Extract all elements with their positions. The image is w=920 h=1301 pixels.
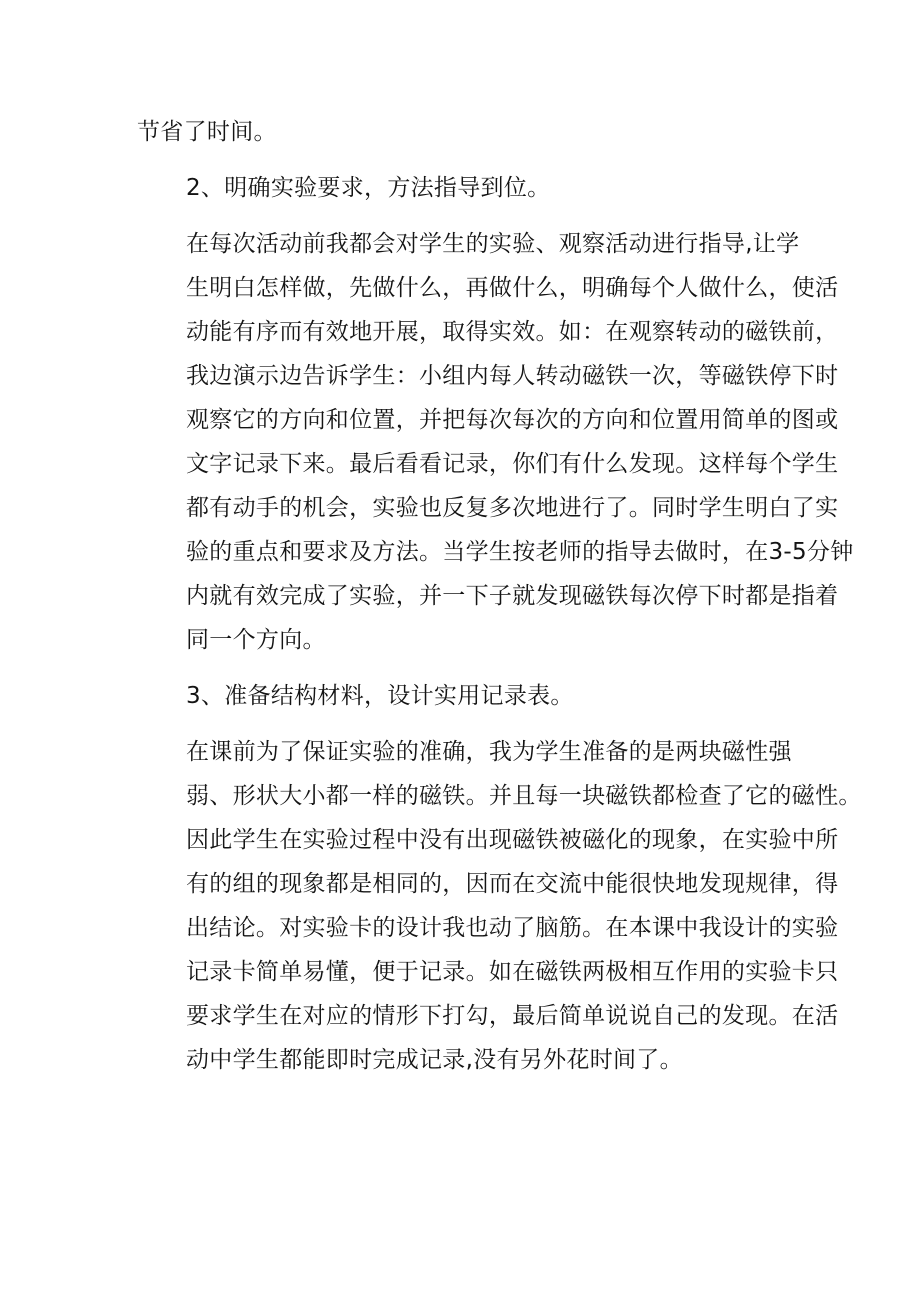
section-heading-2 [137,166,797,210]
text-line: 出结论。对实验卡的设计我也动了脑筋。在本课中我设计的实验 [186,915,839,941]
heading-text: 3、准备结构材料，设计实用记录表。 [186,683,574,709]
paragraph-continuation [137,110,797,154]
text-line: 同一个方向。 [186,627,326,653]
text-line: 都有动手的机会，实验也反复多次地进行了。同时学生明白了实 [186,495,839,521]
text-line: 文字记录下来。最后看看记录，你们有什么发现。这样每个学生 [186,451,839,477]
text-line: 弱、形状大小都一样的磁铁。并且每一块磁铁都检查了它的磁性。 [186,783,862,809]
text-line: 观察它的方向和位置，并把每次每次的方向和位置用简单的图或 [186,407,839,433]
text-line: 记录卡简单易懂，便于记录。如在磁铁两极相互作用的实验卡只 [186,959,839,985]
text-line: 我边演示边告诉学生：小组内每人转动磁铁一次，等磁铁停下时 [186,363,839,389]
paragraph-guidance [137,222,854,662]
text-line: 验的重点和要求及方法。当学生按老师的指导去做时，在3-5分钟 [186,539,854,565]
text-line: 要求学生在对应的情形下打勾，最后简单说说自己的发现。在活 [186,1003,839,1029]
text-line: 在每次活动前我都会对学生的实验、观察活动进行指导,让学 [186,231,800,257]
paragraph-materials [137,730,862,1082]
text-line: 因此学生在实验过程中没有出现磁铁被磁化的现象，在实验中所 [186,827,839,853]
section-heading-3 [137,674,797,718]
text-line: 生明白怎样做，先做什么，再做什么，明确每个人做什么，使活 [186,275,839,301]
text-line: 动能有序而有效地开展，取得实效。如：在观察转动的磁铁前， [186,319,839,345]
text-line: 节省了时间。 [137,119,277,145]
document-body [137,110,862,1094]
heading-text: 2、明确实验要求，方法指导到位。 [186,175,551,201]
text-line: 动中学生都能即时完成记录,没有另外花时间了。 [186,1047,683,1073]
text-line: 有的组的现象都是相同的，因而在交流中能很快地发现规律，得 [186,871,839,897]
text-line: 在课前为了保证实验的准确，我为学生准备的是两块磁性强 [186,739,792,765]
text-line: 内就有效完成了实验，并一下子就发现磁铁每次停下时都是指着 [186,583,839,609]
